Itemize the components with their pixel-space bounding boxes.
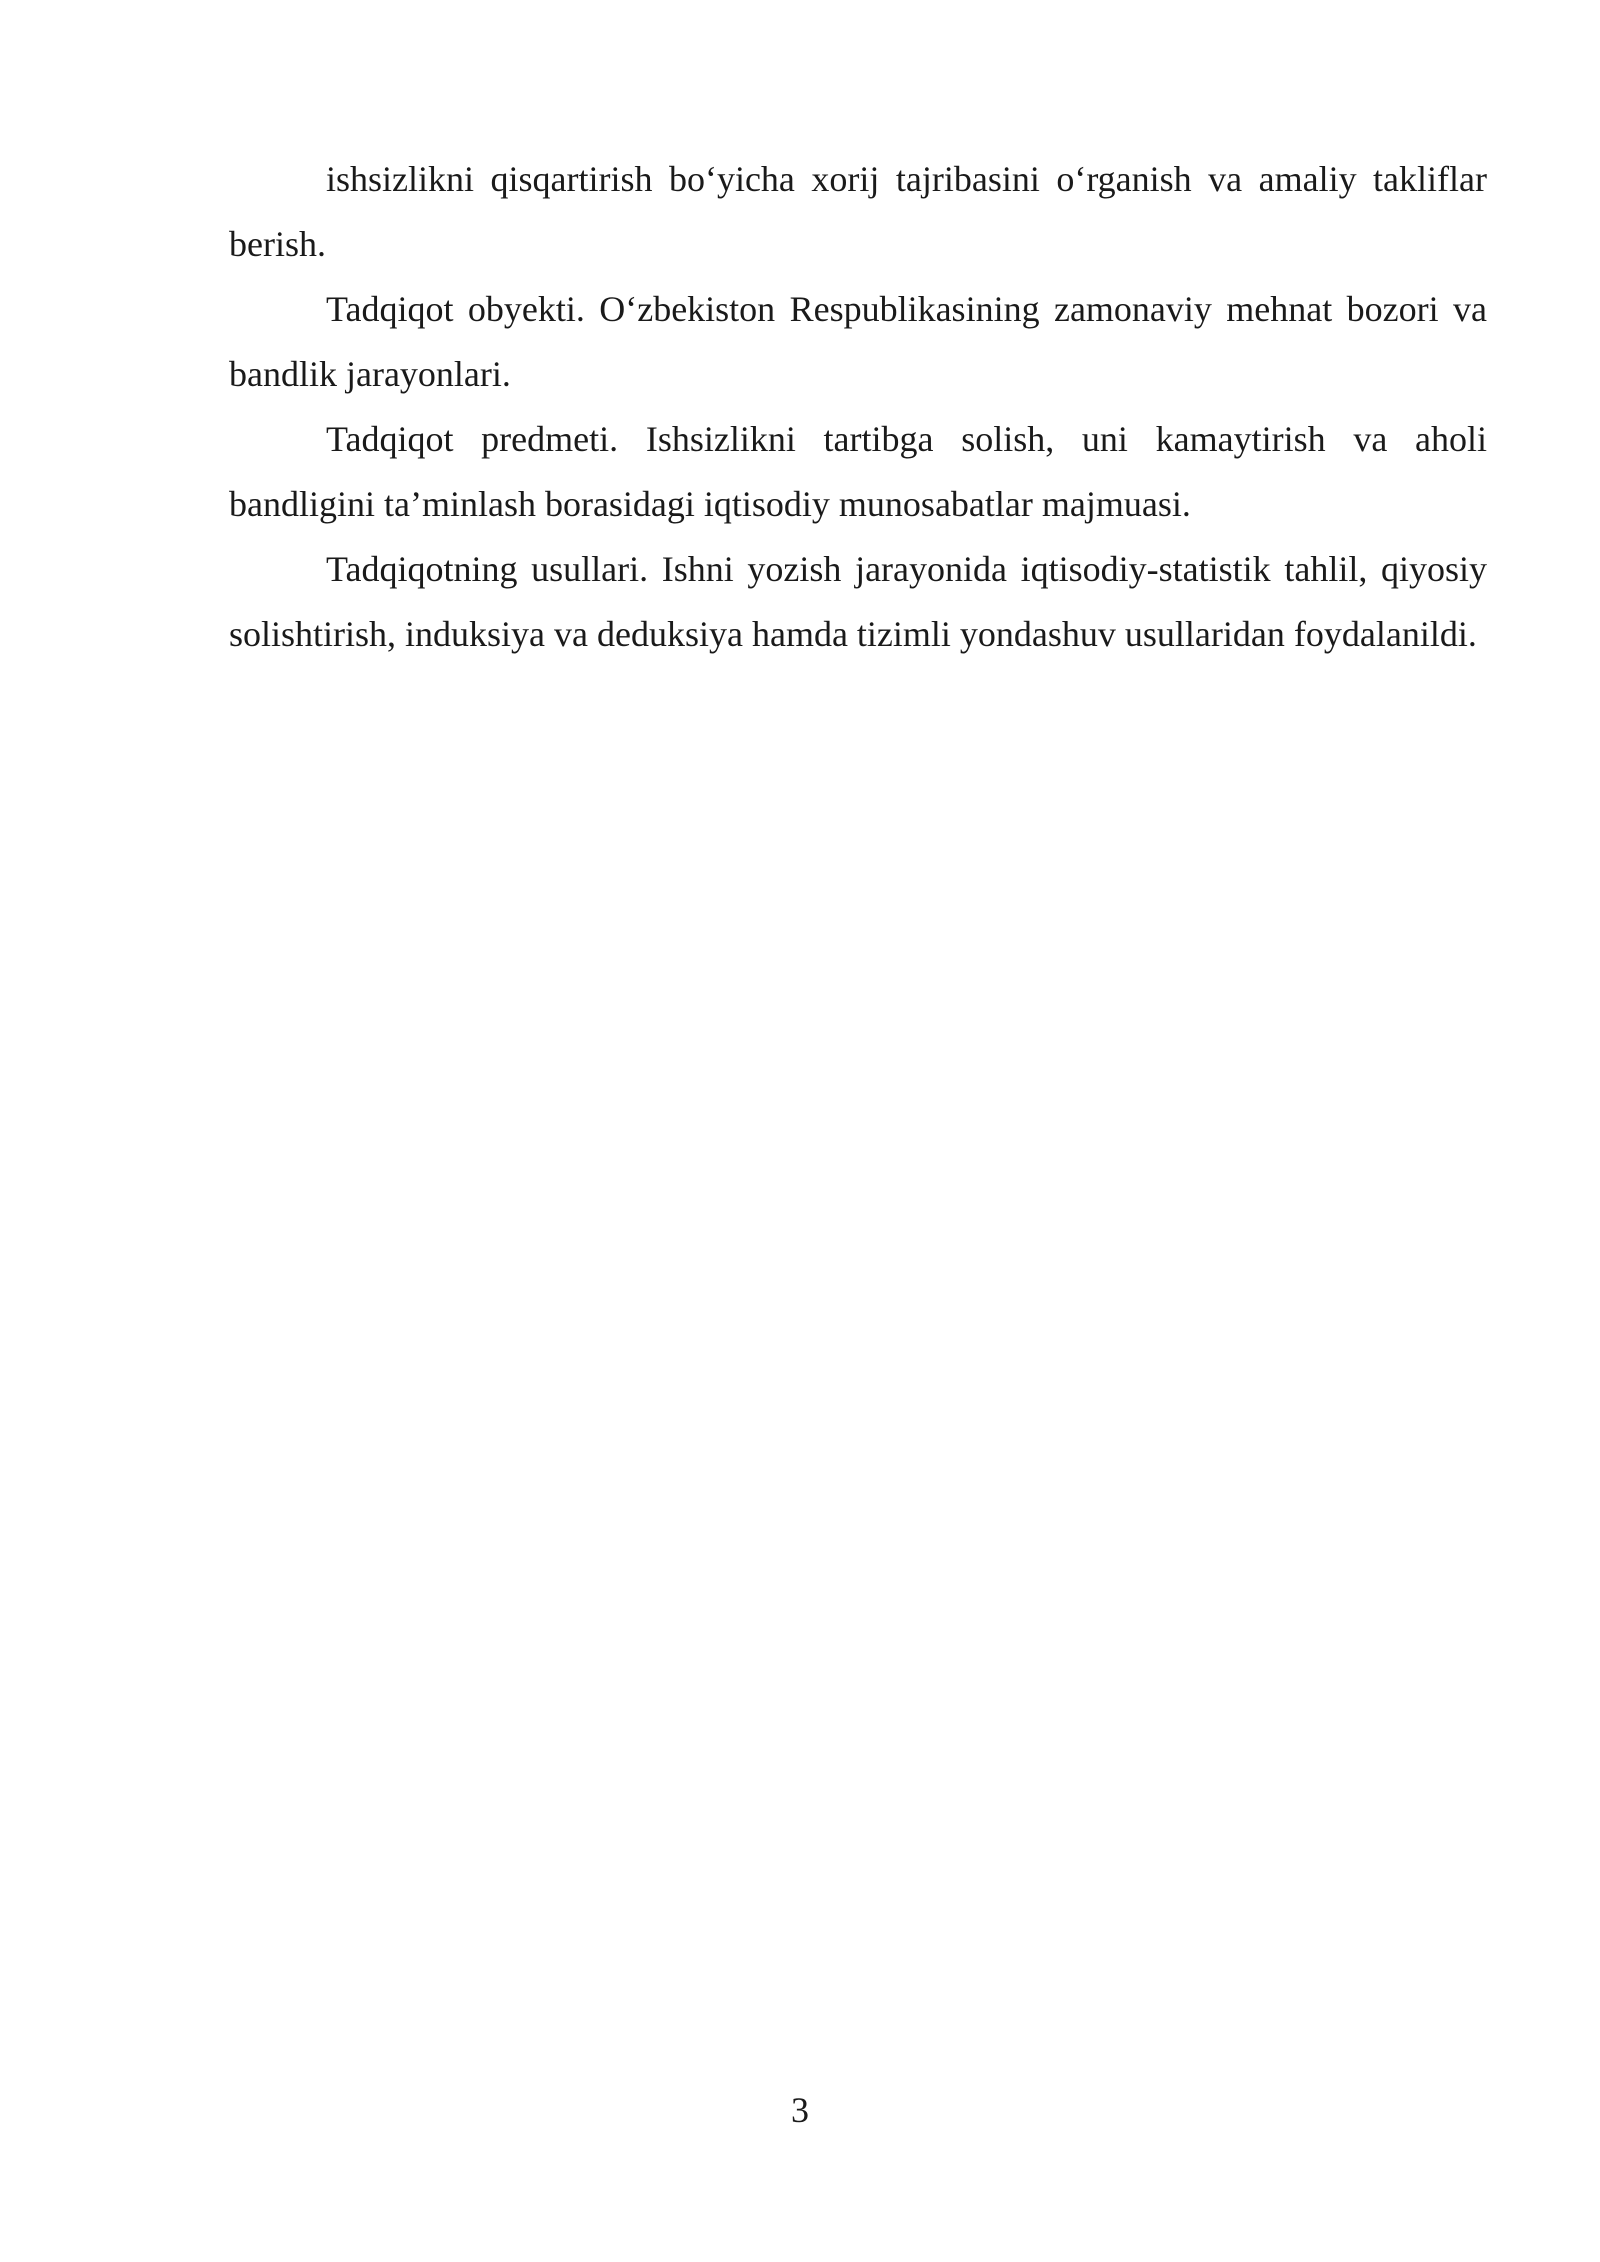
page-number: 3 <box>791 2090 809 2130</box>
paragraph-goal-continuation: ishsizlikni qisqartirish bo‘yicha xorij tajribasini o‘rganish va amaliy takliflar berish. <box>229 159 1487 264</box>
document-body <box>229 147 1487 667</box>
paragraph-research-methods: Tadqiqotning usullari. Ishni yozish jarayonida iqtisodiy-statistik tahlil, qiyosiy solishtirish, induksiya va deduksiya hamda tizimli yondashuv usullaridan foydalanildi. <box>229 549 1487 654</box>
paragraph-research-subject: Tadqiqot predmeti. Ishsizlikni tartibga solish, uni kamaytirish va aholi bandligini ta’minlash borasidagi iqtisodiy munosabatlar majmuasi. <box>229 419 1487 524</box>
paragraph-research-object: Tadqiqot obyekti. O‘zbekiston Respublikasining zamonaviy mehnat bozori va bandlik jarayonlari. <box>229 289 1487 394</box>
